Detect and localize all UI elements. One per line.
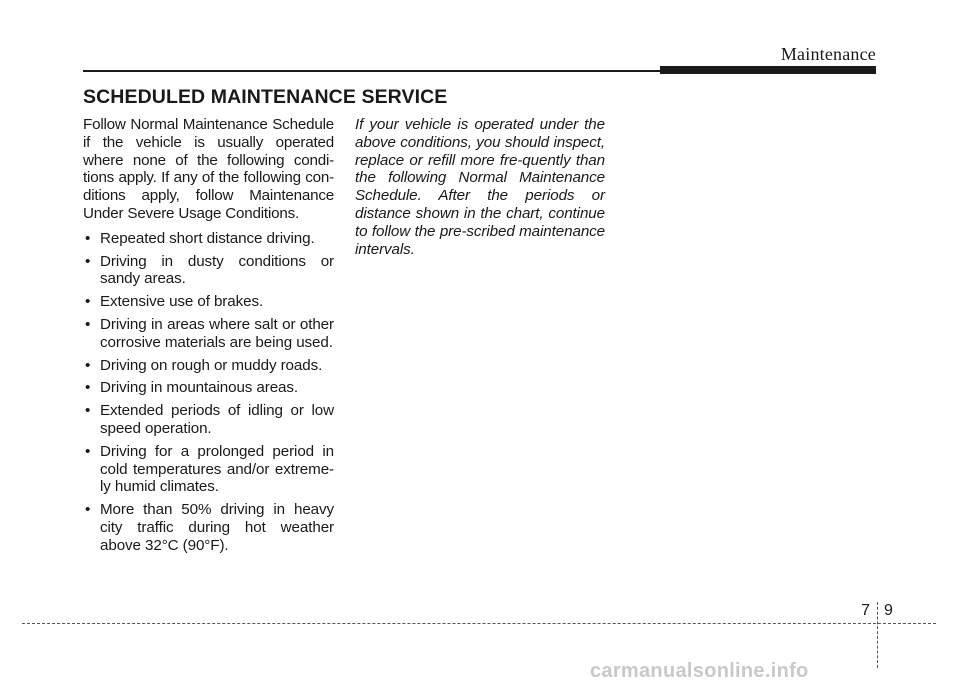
bullet: • [85,501,91,519]
list-item [83,316,334,352]
section-heading: SCHEDULED MAINTENANCE SERVICE [83,86,448,108]
conditions-list [83,230,334,555]
bullet: • [85,252,91,270]
chapter-title: Maintenance [780,44,876,64]
bullet: • [85,402,91,420]
footer-page-number: 9 [884,602,893,619]
list-item-text: Driving in mountainous areas. [100,379,299,397]
bullet: • [85,229,91,247]
list-item [83,443,334,496]
list-item-text: Driving in dusty conditions or sandy areas. [100,252,334,288]
list-item-text: Extensive use of brakes. [100,293,264,311]
list-item-text: Repeated short distance driving. [100,229,315,247]
footer-chapter-number: 7 [861,602,870,619]
list-item [83,230,334,248]
bullet: • [85,315,91,333]
header-rule-thin [83,70,660,72]
list-item-text: More than 50% driving in heavy city traffic during hot weather above 32°C (90°F). [100,501,334,554]
bullet: • [85,379,91,397]
list-item [83,293,334,311]
list-item-text: Driving in areas where salt or other corrosive materials are being used. [100,315,334,351]
list-item-text: Driving for a prolonged period in cold temperatures and/or extreme-ly humid climates. [100,442,334,496]
list-item [83,501,334,554]
bullet: • [85,356,91,374]
intro-paragraph: Follow Normal Maintenance Schedule if the vehicle is usually operated where none of the following condi-tions apply. If any of the following con-ditions apply, follow Maintenance Under Severe Usage Conditions. [83,116,334,222]
footer-dashed-divider [877,602,878,668]
header-rule-thick [660,66,876,74]
footer-dashed-rule [22,623,936,624]
bullet: • [85,293,91,311]
list-item [83,379,334,397]
list-item [83,357,334,375]
right-column [355,116,605,258]
list-item [83,253,334,289]
bullet: • [85,442,91,460]
watermark: carmanualsonline.info [590,660,809,682]
list-item-text: Extended periods of idling or low speed operation. [100,402,334,437]
note-paragraph: If your vehicle is operated under the above conditions, you should inspect, replace or refill more fre-quently than the following Normal Maintenance Schedule. After the periods or distance shown in the chart, continue to follow the pre-scribed maintenance intervals. [355,116,605,258]
list-item [83,402,334,438]
left-column [83,116,334,560]
list-item-text: Driving on rough or muddy roads. [100,356,323,374]
